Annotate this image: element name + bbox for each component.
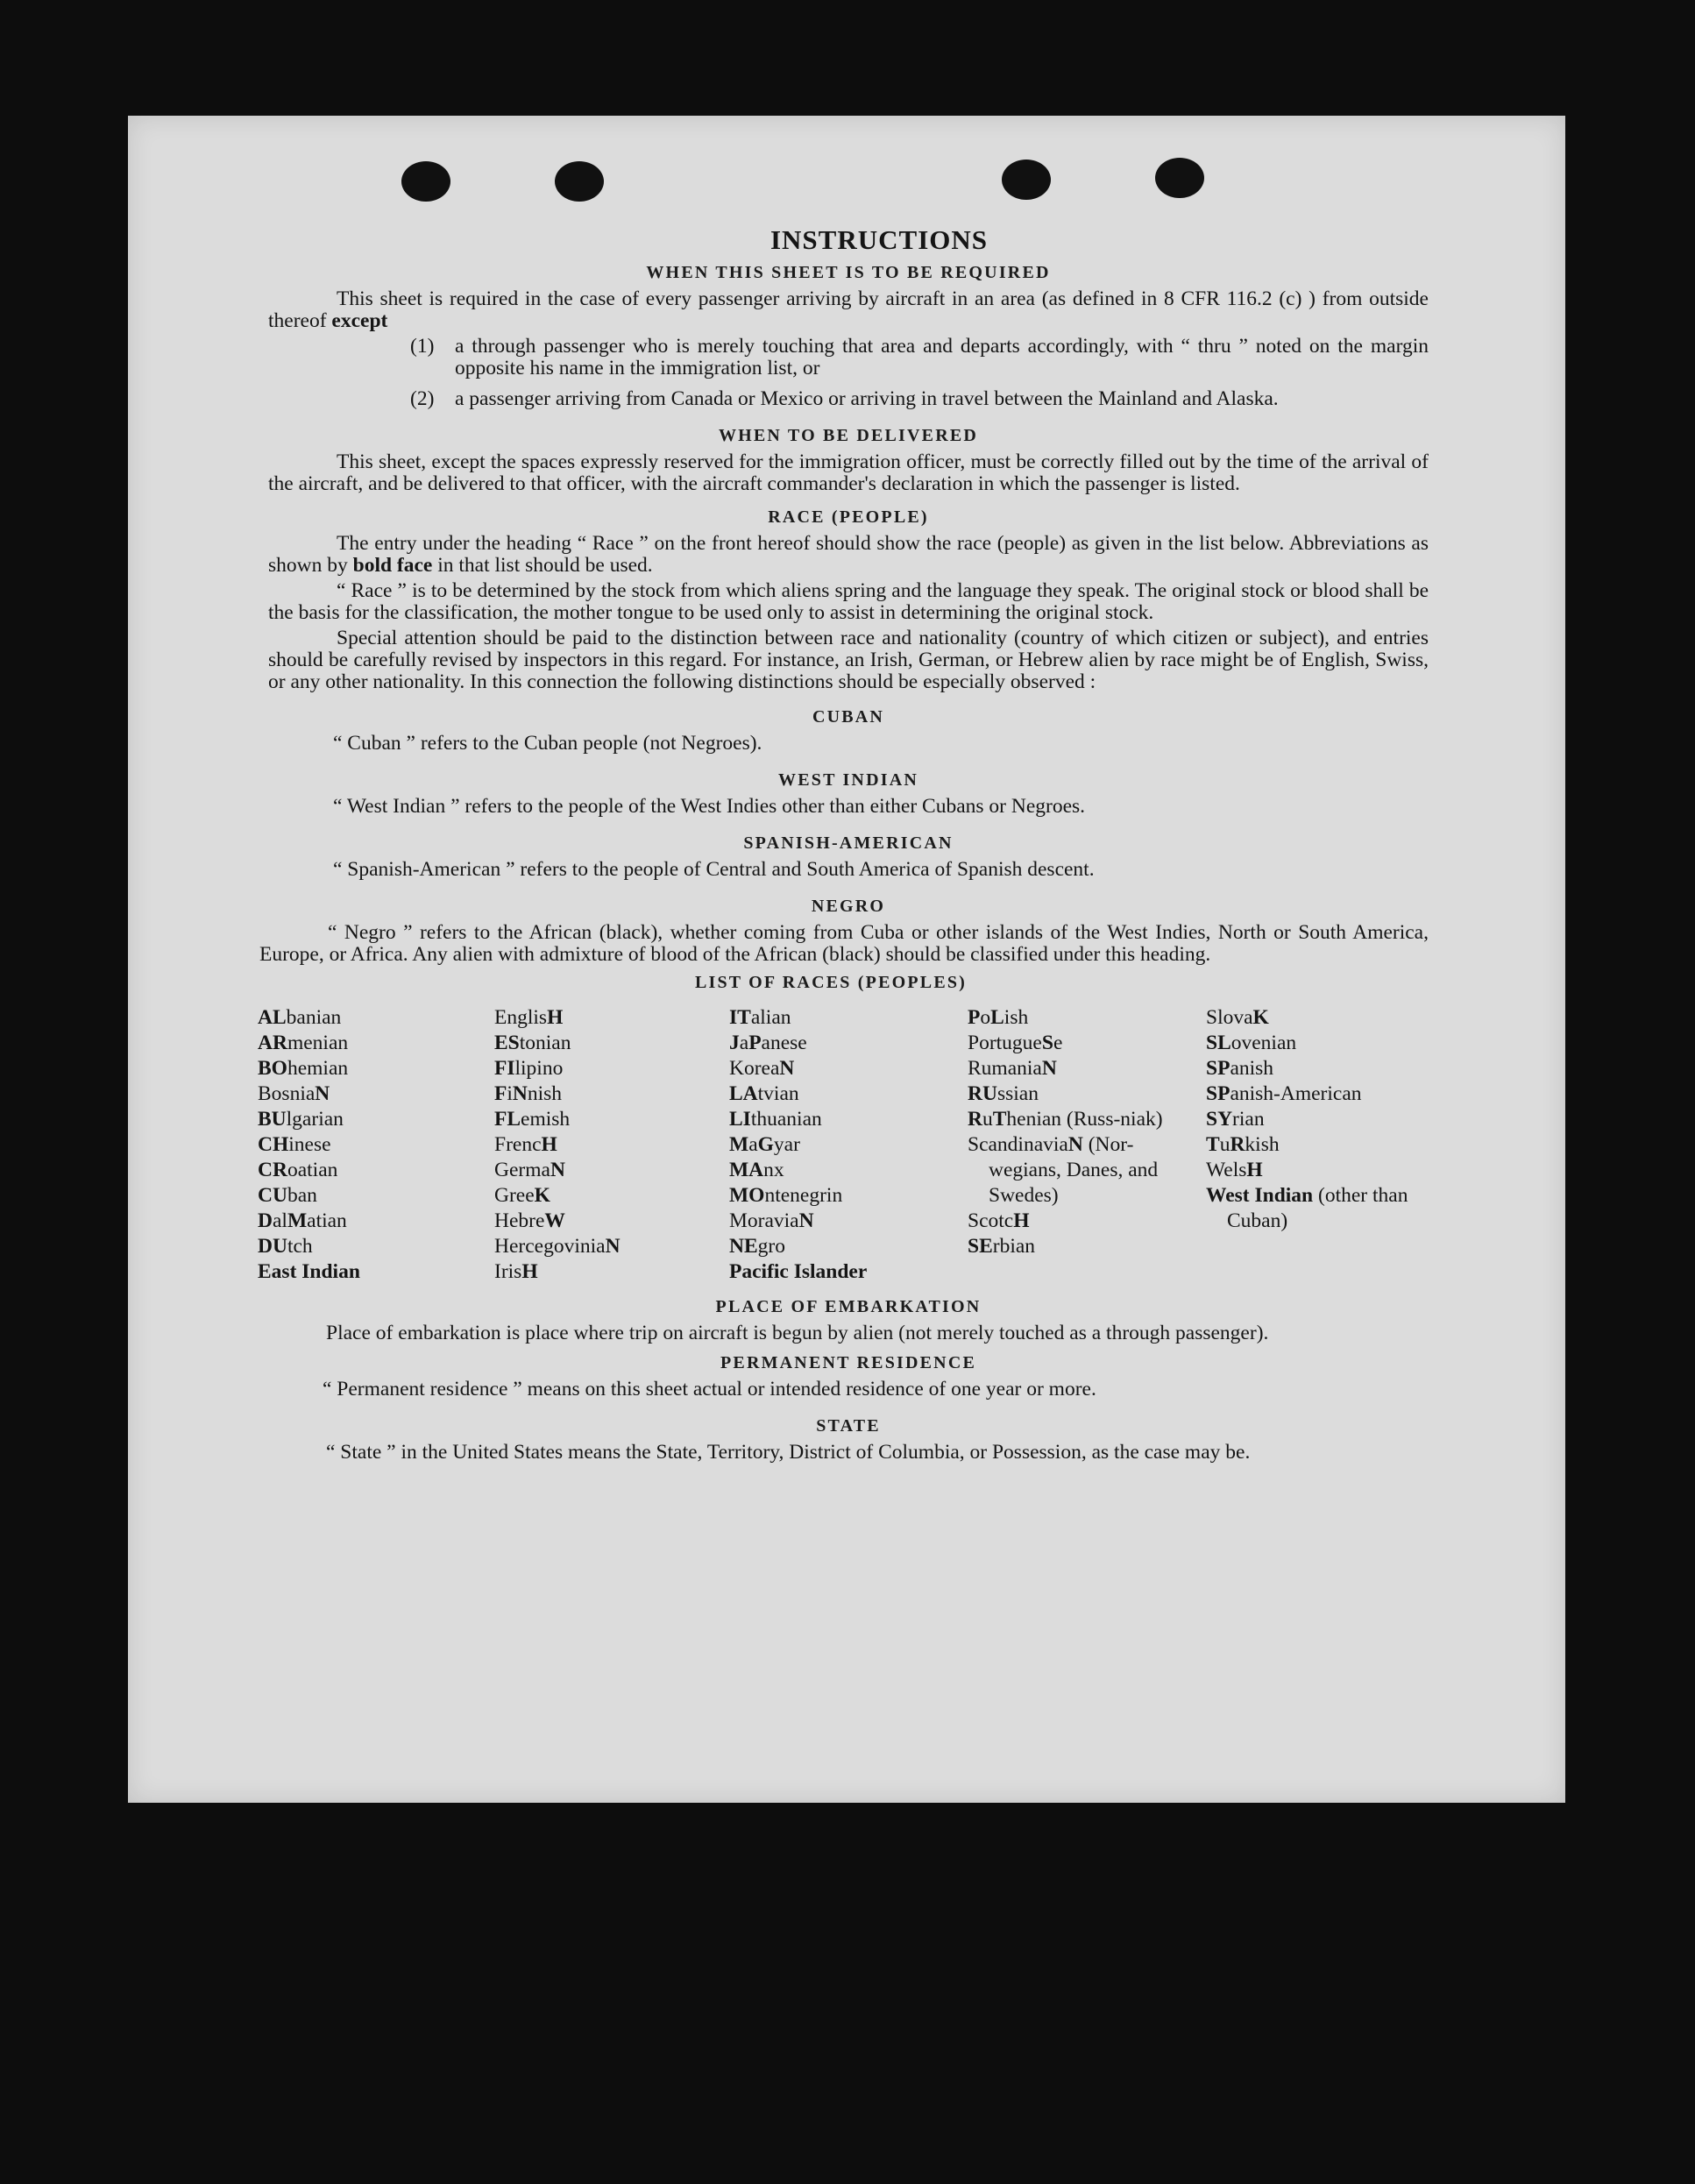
race-entry: HercegoviniaN	[494, 1235, 621, 1258]
heading-state: STATE	[816, 1416, 881, 1436]
race-entry: CHinese	[258, 1133, 331, 1156]
race-entry: RuThenian (Russ-niak)	[968, 1108, 1163, 1131]
race-entry: MaGyar	[729, 1133, 800, 1156]
race-entry: CRoatian	[258, 1159, 338, 1181]
residence-text: “ Permanent residence ” means on this sheet actual or intended residence of one year or more.	[323, 1378, 1096, 1400]
race-entry: RumaniaN	[968, 1057, 1057, 1080]
races-column	[258, 1005, 494, 1285]
race-entry: ScotcH	[968, 1209, 1030, 1232]
punch-hole-2	[555, 161, 604, 202]
race-entry: HebreW	[494, 1209, 565, 1232]
heading-embarkation: PLACE OF EMBARKATION	[715, 1297, 982, 1316]
race-entry: NEgro	[729, 1235, 785, 1258]
punch-hole-4	[1155, 158, 1204, 198]
instructions-content	[258, 224, 1429, 1464]
races-column	[968, 1005, 1206, 1285]
page-title: INSTRUCTIONS	[769, 224, 988, 255]
race-entry: SLovenian	[1206, 1032, 1297, 1054]
race-entry: LAtvian	[729, 1082, 799, 1105]
race-entry: TuRkish	[1206, 1133, 1280, 1156]
race-entry: FrencH	[494, 1133, 557, 1156]
race-entry: SlovaK	[1206, 1006, 1269, 1029]
race-entry: WelsH	[1206, 1159, 1263, 1181]
heading-negro: NEGRO	[811, 897, 886, 916]
race-entry: FLemish	[494, 1108, 571, 1131]
heading-race: RACE (PEOPLE)	[768, 507, 929, 527]
race-entry: SErbian	[968, 1235, 1036, 1258]
required-item-1: (1) a through passenger who is merely touching that area and departs accordingly, with “ thru ” noted on the margin opposite his name in the immigration list, or	[410, 335, 1429, 379]
race-paragraph-2: “ Race ” is to be determined by the stock from which aliens spring and the language they speak. The original stock or blood shall be the basis for the classification, the mother tongue to be used only to assist in determining the original stock.	[268, 579, 1429, 624]
race-entry: SPanish-American	[1206, 1082, 1362, 1105]
heading-required: WHEN THIS SHEET IS TO BE REQUIRED	[646, 263, 1051, 282]
heading-delivered: WHEN TO BE DELIVERED	[718, 426, 979, 445]
race-entry: MOntenegrin	[729, 1184, 843, 1207]
race-entry: JaPanese	[729, 1032, 807, 1054]
races-column	[494, 1005, 729, 1285]
race-entry: BosniaN	[258, 1082, 330, 1105]
heading-residence: PERMANENT RESIDENCE	[720, 1353, 977, 1372]
race-entry: GermaN	[494, 1159, 565, 1181]
embarkation-text: Place of embarkation is place where trip on aircraft is begun by alien (not merely touched as a through passenger).	[326, 1322, 1269, 1344]
delivered-text: This sheet, except the spaces expressly reserved for the immigration officer, must be correctly filled out by the time of the arrival of the aircraft, and be delivered to that officer, with the aircraft commander's declaration in which the passenger is listed.	[268, 450, 1429, 495]
race-entry: ScandinaviaN (Nor-wegians, Danes, and Swedes)	[968, 1133, 1159, 1207]
race-entry: Pacific Islander	[729, 1260, 868, 1283]
race-entry: EStonian	[494, 1032, 571, 1054]
document-sheet	[128, 116, 1565, 1803]
race-entry: IrisH	[494, 1260, 538, 1283]
race-entry: MAnx	[729, 1159, 784, 1181]
punch-hole-1	[401, 161, 450, 202]
cuban-text: “ Cuban ” refers to the Cuban people (not Negroes).	[333, 732, 762, 755]
race-entry: DalMatian	[258, 1209, 347, 1232]
race-entry: EnglisH	[494, 1006, 564, 1029]
race-entry: BUlgarian	[258, 1108, 344, 1131]
heading-cuban: CUBAN	[812, 707, 885, 727]
race-entry: CUban	[258, 1184, 317, 1207]
race-paragraph-1: The entry under the heading “ Race ” on the front hereof should show the race (people) as given in the list below. Abbreviations as shown by bold face in that list should be used.	[268, 532, 1429, 577]
race-entry: FiNnish	[494, 1082, 563, 1105]
race-entry: ALbanian	[258, 1006, 342, 1029]
race-entry: GreeK	[494, 1184, 550, 1207]
race-entry: LIthuanian	[729, 1108, 822, 1131]
races-column	[729, 1005, 968, 1285]
race-entry: RUssian	[968, 1082, 1039, 1105]
races-list	[258, 1005, 1429, 1285]
race-entry: SPanish	[1206, 1057, 1274, 1080]
punch-hole-3	[1002, 160, 1051, 200]
races-column	[1206, 1005, 1418, 1285]
race-entry: FIlipino	[494, 1057, 564, 1080]
heading-list-of-races: LIST OF RACES (PEOPLES)	[694, 973, 968, 992]
race-entry: PortugueSe	[968, 1032, 1063, 1054]
race-entry: ITalian	[729, 1006, 791, 1029]
race-entry: SYrian	[1206, 1108, 1265, 1131]
required-item-2: (2) a passenger arriving from Canada or Mexico or arriving in travel between the Mainland and Alaska.	[410, 387, 1279, 410]
race-paragraph-3: Special attention should be paid to the distinction between race and nationality (country of which citizen or subject), and entries should be carefully revised by inspectors in this regard. For instance, an Irish, German, or Hebrew alien by race might be of English, Swiss, or any other nationality. In this connection the following distinctions should be especially observed :	[268, 627, 1429, 693]
spanish-american-text: “ Spanish-American ” refers to the people of Central and South America of Spanish descent.	[333, 858, 1095, 881]
race-entry: MoraviaN	[729, 1209, 814, 1232]
race-entry: East Indian	[258, 1260, 360, 1283]
negro-text: “ Negro ” refers to the African (black), whether coming from Cuba or other islands of the West Indies, North or South America, Europe, or Africa. Any alien with admixture of blood of the African (black) should be classified under this heading.	[259, 921, 1429, 966]
west-indian-text: “ West Indian ” refers to the people of the West Indies other than either Cubans or Negroes.	[333, 795, 1086, 818]
heading-west-indian: WEST INDIAN	[778, 770, 918, 790]
race-entry: PoLish	[968, 1006, 1029, 1029]
race-entry: KoreaN	[729, 1057, 795, 1080]
race-entry: West Indian (other than Cuban)	[1206, 1184, 1408, 1232]
race-entry: ARmenian	[258, 1032, 349, 1054]
required-intro: This sheet is required in the case of every passenger arriving by aircraft in an area (as defined in 8 CFR 116.2 (c) ) from outside thereof except	[268, 287, 1429, 332]
race-entry: DUtch	[258, 1235, 313, 1258]
state-text: “ State ” in the United States means the State, Territory, District of Columbia, or Possession, as the case may be.	[326, 1441, 1251, 1464]
heading-spanish-american: SPANISH-AMERICAN	[743, 833, 954, 853]
race-entry: BOhemian	[258, 1057, 349, 1080]
